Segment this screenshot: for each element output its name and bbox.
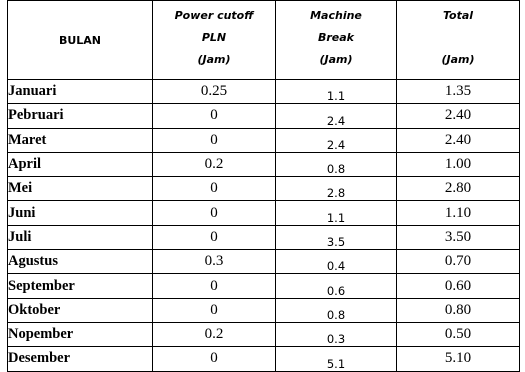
table-row: [8, 152, 520, 176]
cell-power-cutoff: 0: [153, 274, 276, 298]
cell-total: 2.40: [397, 104, 520, 128]
cell-total: 1.35: [397, 80, 520, 104]
header-total-line1: Total: [442, 9, 474, 22]
header-machine-break-line1: Machine: [310, 9, 362, 22]
header-power-cutoff: [153, 1, 276, 80]
table-row: [8, 322, 520, 346]
cell-total: 0.50: [397, 322, 520, 346]
cell-month: April: [8, 152, 153, 176]
cell-power-cutoff: 0: [153, 104, 276, 128]
downtime-table: [7, 0, 520, 372]
cell-total: 0.80: [397, 298, 520, 322]
cell-total: 0.70: [397, 250, 520, 274]
header-total-line2: [456, 27, 460, 49]
header-total: [397, 1, 520, 80]
cell-machine-break: 0.6: [276, 274, 397, 298]
header-machine-break: [276, 1, 397, 80]
cell-machine-break: 2.4: [276, 104, 397, 128]
cell-total: 0.60: [397, 274, 520, 298]
cell-month: Pebruari: [8, 104, 153, 128]
table-row: [8, 201, 520, 225]
table-row: [8, 177, 520, 201]
cell-power-cutoff: 0.2: [153, 152, 276, 176]
cell-power-cutoff: 0: [153, 225, 276, 249]
cell-power-cutoff: 0: [153, 347, 276, 371]
cell-total: 1.10: [397, 201, 520, 225]
cell-month: Maret: [8, 128, 153, 152]
cell-machine-break: 1.1: [276, 201, 397, 225]
header-power-cutoff-line1: Power cutoff: [174, 9, 254, 22]
cell-machine-break: 2.4: [276, 128, 397, 152]
table-row: [8, 80, 520, 104]
table-row: [8, 347, 520, 371]
header-power-cutoff-line2: PLN: [201, 31, 227, 44]
cell-power-cutoff: 0: [153, 298, 276, 322]
cell-machine-break: 2.8: [276, 177, 397, 201]
cell-power-cutoff: 0.2: [153, 322, 276, 346]
header-power-cutoff-line3: (Jam): [197, 53, 231, 66]
downtime-table-container: [7, 0, 520, 372]
table-row: [8, 274, 520, 298]
header-total-line3: (Jam): [441, 53, 475, 66]
cell-power-cutoff: 0.25: [153, 80, 276, 104]
cell-power-cutoff: 0.3: [153, 250, 276, 274]
table-row: [8, 225, 520, 249]
table-row: [8, 298, 520, 322]
cell-machine-break: 0.4: [276, 250, 397, 274]
cell-total: 1.00: [397, 152, 520, 176]
header-row: [8, 1, 520, 80]
cell-month: Desember: [8, 347, 153, 371]
header-machine-break-line3: (Jam): [319, 53, 353, 66]
cell-power-cutoff: 0: [153, 177, 276, 201]
cell-total: 2.40: [397, 128, 520, 152]
cell-month: Oktober: [8, 298, 153, 322]
header-machine-break-line2: Break: [317, 31, 354, 44]
cell-machine-break: 1.1: [276, 80, 397, 104]
cell-power-cutoff: 0: [153, 128, 276, 152]
cell-month: Januari: [8, 80, 153, 104]
table-row: [8, 250, 520, 274]
cell-total: 2.80: [397, 177, 520, 201]
cell-month: Juli: [8, 225, 153, 249]
cell-machine-break: 5.1: [276, 347, 397, 371]
table-row: [8, 128, 520, 152]
cell-month: Agustus: [8, 250, 153, 274]
cell-machine-break: 3.5: [276, 225, 397, 249]
cell-month: Mei: [8, 177, 153, 201]
cell-machine-break: 0.8: [276, 298, 397, 322]
table-row: [8, 104, 520, 128]
cell-month: September: [8, 274, 153, 298]
cell-total: 3.50: [397, 225, 520, 249]
cell-machine-break: 0.8: [276, 152, 397, 176]
cell-power-cutoff: 0: [153, 201, 276, 225]
cell-month: Nopember: [8, 322, 153, 346]
header-bulan: BULAN: [8, 1, 153, 80]
cell-month: Juni: [8, 201, 153, 225]
cell-total: 5.10: [397, 347, 520, 371]
cell-machine-break: 0.3: [276, 322, 397, 346]
